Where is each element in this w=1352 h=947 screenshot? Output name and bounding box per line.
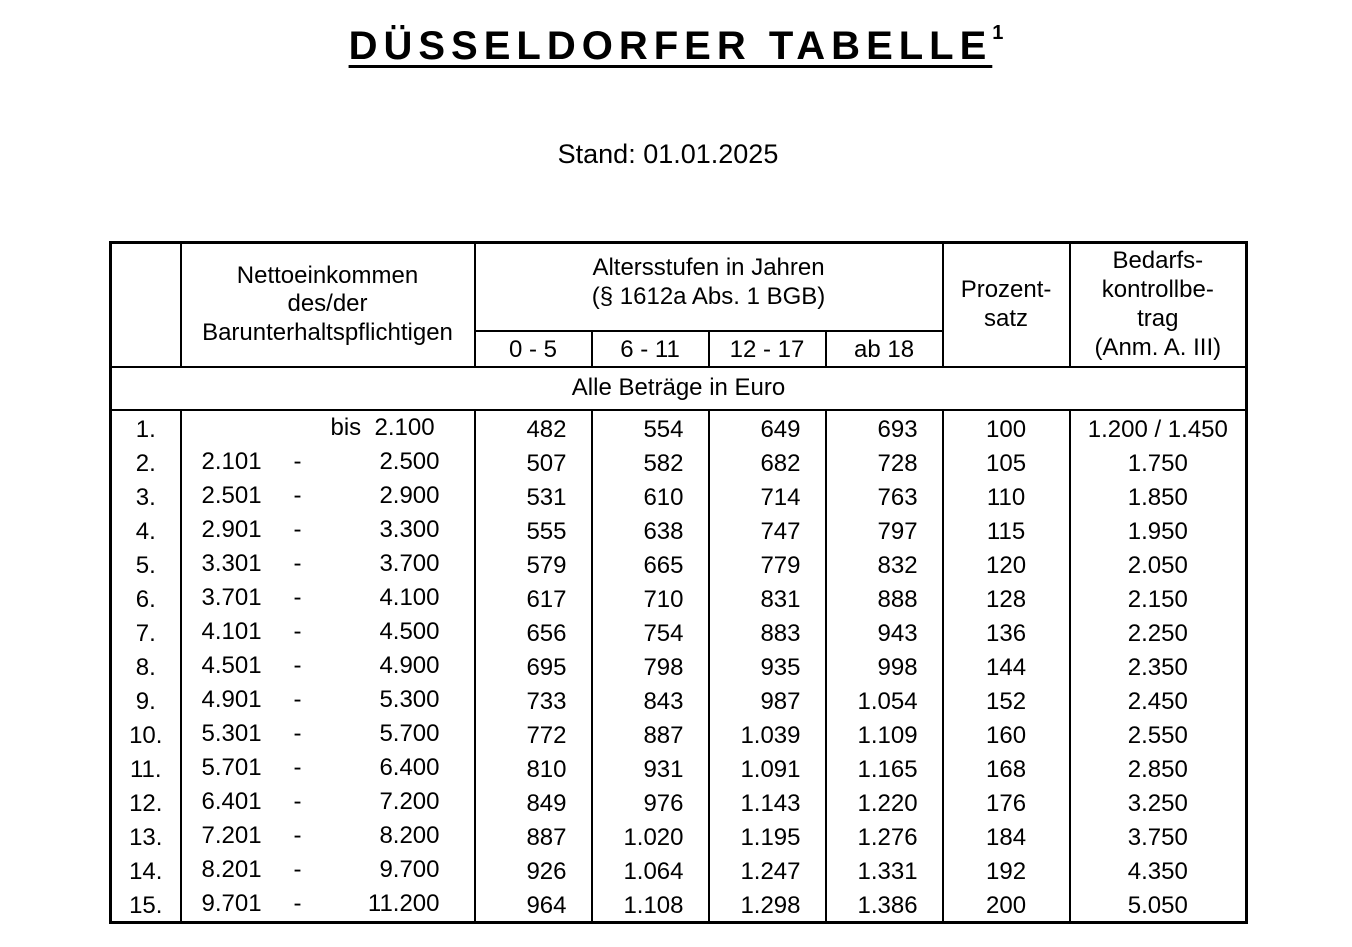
amount-0-5: 507 [475,445,592,479]
control-header-line: (Anm. A. III) [1094,333,1222,361]
row-number: 2. [111,445,181,479]
income-to: 7.200 [379,787,440,815]
control-amount: 1.750 [1070,445,1247,479]
control-amount: 2.550 [1070,717,1247,751]
income-to: 5.300 [379,685,440,713]
amount-ab-18: 1.054 [826,683,943,717]
amount-ab-18: 693 [826,410,943,445]
percent-value: 192 [943,853,1070,887]
amount-0-5: 579 [475,547,592,581]
table-row [111,445,1247,479]
control-amount: 2.350 [1070,649,1247,683]
control-header-line: kontrollbe- [1101,275,1214,303]
control-amount: 1.950 [1070,513,1247,547]
income-to: 9.700 [379,855,440,883]
table-row [111,547,1247,581]
amount-0-5: 555 [475,513,592,547]
income-from: 3.301 [201,549,262,577]
income-dash: - [293,855,302,883]
income-header [181,243,475,367]
amount-0-5: 964 [475,887,592,923]
amount-ab-18: 1.276 [826,819,943,853]
table-row [111,410,1247,445]
income-from: 4.101 [201,617,262,645]
amount-ab-18: 1.165 [826,751,943,785]
amount-0-5: 695 [475,649,592,683]
row-number: 8. [111,649,181,683]
income-range [181,683,475,717]
title-footnote: 1 [992,22,1004,44]
income-from: 6.401 [201,787,262,815]
income-from: 8.201 [201,855,262,883]
income-dash: - [293,753,302,781]
income-from: 3.701 [201,583,262,611]
row-number: 15. [111,887,181,923]
income-to: 4.500 [379,617,440,645]
control-amount: 3.250 [1070,785,1247,819]
amount-6-11: 887 [592,717,709,751]
income-range [181,887,475,923]
income-range [181,819,475,853]
amount-ab-18: 943 [826,615,943,649]
amount-ab-18: 888 [826,581,943,615]
age-col-6-11: 6 - 11 [592,331,709,367]
table-row [111,717,1247,751]
income-bis: bis 2.100 [330,413,435,441]
amount-6-11: 798 [592,649,709,683]
title-text: DÜSSELDORFER TABELLE [348,24,993,68]
amount-ab-18: 1.331 [826,853,943,887]
income-from: 5.301 [201,719,262,747]
income-dash: - [293,651,302,679]
amount-0-5: 926 [475,853,592,887]
income-to: 3.300 [379,515,440,543]
table-row [111,513,1247,547]
amount-6-11: 638 [592,513,709,547]
income-from: 2.501 [201,481,262,509]
income-range [181,615,475,649]
amount-6-11: 931 [592,751,709,785]
income-dash: - [293,821,302,849]
amount-12-17: 987 [709,683,826,717]
control-amount: 1.850 [1070,479,1247,513]
row-number: 12. [111,785,181,819]
income-to: 6.400 [379,753,440,781]
amount-6-11: 976 [592,785,709,819]
income-range [181,410,475,445]
amount-0-5: 887 [475,819,592,853]
amount-0-5: 531 [475,479,592,513]
income-range [181,513,475,547]
percent-value: 176 [943,785,1070,819]
amount-6-11: 710 [592,581,709,615]
amount-12-17: 714 [709,479,826,513]
income-range [181,479,475,513]
table-row [111,683,1247,717]
income-dash: - [293,889,302,917]
amount-0-5: 656 [475,615,592,649]
income-range [181,445,475,479]
control-amount: 2.050 [1070,547,1247,581]
amount-ab-18: 1.386 [826,887,943,923]
percent-value: 100 [943,410,1070,445]
income-from: 4.501 [201,651,262,679]
table-row [111,615,1247,649]
income-dash: - [293,787,302,815]
row-number: 1. [111,410,181,445]
income-range [181,751,475,785]
percent-value: 160 [943,717,1070,751]
income-from: 7.201 [201,821,262,849]
amount-6-11: 754 [592,615,709,649]
amount-6-11: 1.108 [592,887,709,923]
stand-date: Stand: 01.01.2025 [557,139,779,169]
table-row [111,785,1247,819]
age-header-line: Altersstufen in Jahren [592,253,825,281]
row-number: 3. [111,479,181,513]
table-row [111,649,1247,683]
amount-6-11: 665 [592,547,709,581]
income-dash: - [293,447,302,475]
income-to: 11.200 [367,889,440,917]
table-row [111,853,1247,887]
amount-12-17: 649 [709,410,826,445]
row-number: 13. [111,819,181,853]
amount-12-17: 682 [709,445,826,479]
control-amount: 2.850 [1070,751,1247,785]
percent-value: 200 [943,887,1070,923]
percent-value: 120 [943,547,1070,581]
amount-6-11: 1.020 [592,819,709,853]
income-from: 2.901 [201,515,262,543]
row-number: 4. [111,513,181,547]
income-dash: - [293,583,302,611]
control-header-line: Bedarfs- [1112,247,1204,275]
control-header-line: trag [1137,304,1179,332]
income-dash: - [293,685,302,713]
amount-12-17: 1.195 [709,819,826,853]
amount-ab-18: 728 [826,445,943,479]
amount-6-11: 582 [592,445,709,479]
amount-12-17: 779 [709,547,826,581]
income-range [181,581,475,615]
income-to: 5.700 [379,719,440,747]
amount-12-17: 747 [709,513,826,547]
table-row [111,887,1247,923]
amount-0-5: 810 [475,751,592,785]
income-header-line: Barunterhaltspflichtigen [202,319,453,347]
age-col-12-17: 12 - 17 [709,331,826,367]
amount-0-5: 849 [475,785,592,819]
percent-value: 110 [943,479,1070,513]
income-from: 5.701 [201,753,262,781]
row-number: 11. [111,751,181,785]
percent-value: 168 [943,751,1070,785]
control-amount: 2.250 [1070,615,1247,649]
amount-0-5: 733 [475,683,592,717]
age-header-line: (§ 1612a Abs. 1 BGB) [591,282,826,310]
amount-ab-18: 1.220 [826,785,943,819]
income-header-line: des/der [287,290,368,318]
control-amount-header [1070,243,1247,367]
percent-value: 105 [943,445,1070,479]
income-to: 4.100 [379,583,440,611]
currency-note: Alle Beträge in Euro [111,367,1247,410]
amount-12-17: 1.039 [709,717,826,751]
income-from: 4.901 [201,685,262,713]
amount-ab-18: 832 [826,547,943,581]
income-from: 9.701 [201,889,262,917]
income-to: 4.900 [379,651,440,679]
percent-value: 136 [943,615,1070,649]
income-range [181,547,475,581]
amount-ab-18: 998 [826,649,943,683]
row-number: 10. [111,717,181,751]
amount-6-11: 554 [592,410,709,445]
income-dash: - [293,549,302,577]
row-number: 14. [111,853,181,887]
row-number: 5. [111,547,181,581]
age-col-ab-18: ab 18 [826,331,943,367]
row-number: 6. [111,581,181,615]
amount-6-11: 1.064 [592,853,709,887]
income-to: 2.900 [379,481,440,509]
age-col-0-5: 0 - 5 [475,331,592,367]
income-range [181,717,475,751]
percent-value: 128 [943,581,1070,615]
maintenance-table [109,241,1248,924]
income-dash: - [293,515,302,543]
income-dash: - [293,481,302,509]
amount-ab-18: 763 [826,479,943,513]
table-row [111,751,1247,785]
table-row [111,819,1247,853]
amount-0-5: 617 [475,581,592,615]
percent-header-line: Prozent- [960,275,1052,303]
amount-6-11: 843 [592,683,709,717]
amount-12-17: 935 [709,649,826,683]
page-title [0,22,1352,69]
amount-0-5: 772 [475,717,592,751]
amount-ab-18: 1.109 [826,717,943,751]
income-to: 2.500 [379,447,440,475]
row-number: 7. [111,615,181,649]
income-to: 8.200 [379,821,440,849]
amount-12-17: 1.298 [709,887,826,923]
amount-12-17: 883 [709,615,826,649]
income-range [181,785,475,819]
amount-6-11: 610 [592,479,709,513]
control-amount: 1.200 / 1.450 [1070,410,1247,445]
control-amount: 2.150 [1070,581,1247,615]
income-range [181,853,475,887]
control-amount: 2.450 [1070,683,1247,717]
control-amount: 5.050 [1070,887,1247,923]
nr-header [111,243,181,367]
amount-0-5: 482 [475,410,592,445]
table-row [111,581,1247,615]
percent-header [943,243,1070,367]
amount-12-17: 1.247 [709,853,826,887]
table-row [111,479,1247,513]
age-groups-header [475,243,943,331]
amount-12-17: 1.091 [709,751,826,785]
amount-ab-18: 797 [826,513,943,547]
income-dash: - [293,617,302,645]
income-range [181,649,475,683]
amount-12-17: 1.143 [709,785,826,819]
income-from: 2.101 [201,447,262,475]
amount-12-17: 831 [709,581,826,615]
income-to: 3.700 [379,549,440,577]
income-dash: - [293,719,302,747]
control-amount: 3.750 [1070,819,1247,853]
percent-header-line: satz [984,304,1029,332]
percent-value: 115 [943,513,1070,547]
percent-value: 184 [943,819,1070,853]
percent-value: 152 [943,683,1070,717]
income-header-line: Nettoeinkommen [236,261,419,289]
control-amount: 4.350 [1070,853,1247,887]
percent-value: 144 [943,649,1070,683]
row-number: 9. [111,683,181,717]
